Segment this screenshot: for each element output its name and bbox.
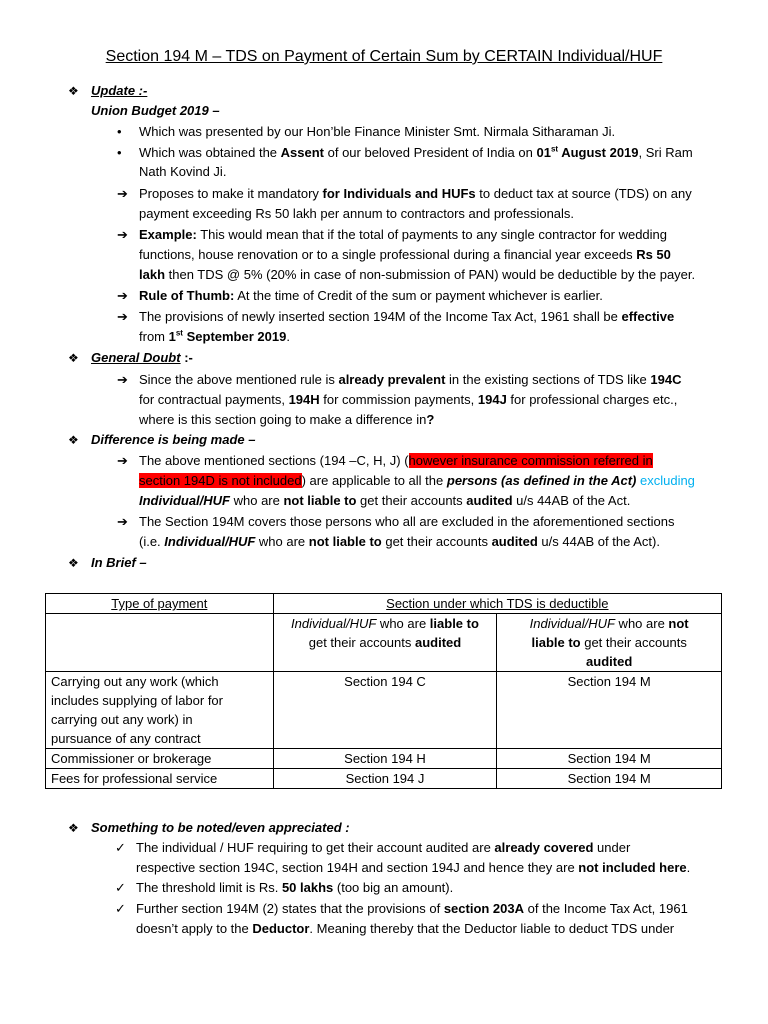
arrow-icon: ➔ xyxy=(117,372,128,387)
in-brief-heading: In Brief – xyxy=(91,555,147,570)
difference-arrow-1: The above mentioned sections (194 –C, H, J) (however insurance commission referred in xyxy=(139,453,653,468)
row-section-not-audited: Section 194 M xyxy=(497,769,722,789)
update-arrow-2: Example: This would mean that if the total of payments to any single contractor for wedding xyxy=(139,227,667,242)
update-bullet-1: Which was presented by our Hon’ble Finance Minister Smt. Nirmala Sitharaman Ji. xyxy=(139,124,616,139)
noted-check-1-line2: respective section 194C, section 194H and section 194J and hence they are not included here. xyxy=(136,860,691,875)
row-type: Commissioner or brokerage xyxy=(46,749,274,769)
subheader-audited: Individual/HUF who are liable to get their accounts audited xyxy=(273,614,497,672)
diamond-icon: ❖ xyxy=(68,433,79,447)
update-arrow-1-line2: payment exceeding Rs 50 lakh per annum to contractors and professionals. xyxy=(139,206,575,221)
diamond-icon: ❖ xyxy=(68,84,79,98)
update-arrow-4: The provisions of newly inserted section 194M of the Income Tax Act, 1961 shall be effective xyxy=(139,309,675,324)
arrow-icon: ➔ xyxy=(117,453,128,468)
update-arrow-2-line2: functions, house renovation or to a single professional during a financial year exceeds Rs 50 xyxy=(139,247,671,262)
update-arrow-4-line2: from 1st September 2019. xyxy=(139,328,290,344)
tds-table xyxy=(45,593,722,789)
row-section-audited: Section 194 J xyxy=(273,769,497,789)
noted-heading: Something to be noted/even appreciated : xyxy=(91,820,350,835)
table-row xyxy=(46,672,722,749)
general-doubt-arrow: Since the above mentioned rule is already prevalent in the existing sections of TDS like 194C xyxy=(139,372,682,387)
subheader-not-audited: Individual/HUF who are not liable to get their accounts audited xyxy=(497,614,722,672)
arrow-icon: ➔ xyxy=(117,186,128,201)
update-bullet-2: Which was obtained the Assent of our beloved President of India on 01st August 2019, Sri Ram xyxy=(139,144,693,160)
difference-heading: Difference is being made – xyxy=(91,432,256,447)
general-doubt-arrow-line3: where is this section going to make a difference in? xyxy=(139,412,435,427)
budget-heading: Union Budget 2019 – xyxy=(91,103,220,118)
row-type: Fees for professional service xyxy=(46,769,274,789)
row-type: Carrying out any work (which includes supplying of labor for carrying out any work) in pursuance of any contract xyxy=(46,672,274,749)
row-section-audited: Section 194 C xyxy=(273,672,497,749)
update-heading: Update :- xyxy=(91,83,148,98)
difference-arrow-2-line2: (i.e. Individual/HUF who are not liable to get their accounts audited u/s 44AB of the Act). xyxy=(139,534,660,549)
update-arrow-3: Rule of Thumb: At the time of Credit of the sum or payment whichever is earlier. xyxy=(139,288,603,303)
diamond-icon: ❖ xyxy=(68,351,79,365)
check-icon: ✓ xyxy=(115,840,126,855)
bullet-icon: • xyxy=(117,145,122,160)
highlighted-note: however insurance commission referred in xyxy=(408,453,653,468)
row-section-not-audited: Section 194 M xyxy=(497,672,722,749)
noted-check-1: The individual / HUF requiring to get their account audited are already covered under xyxy=(136,840,631,855)
bullet-icon: • xyxy=(117,124,122,139)
table-row xyxy=(46,749,722,769)
diamond-icon: ❖ xyxy=(68,821,79,835)
table-header-row xyxy=(46,594,722,614)
difference-arrow-1-line3: Individual/HUF who are not liable to get their accounts audited u/s 44AB of the Act. xyxy=(139,493,631,508)
noted-check-3-line2: doesn’t apply to the Deductor. Meaning thereby that the Deductor liable to deduct TDS under xyxy=(136,921,675,936)
check-icon: ✓ xyxy=(115,901,126,916)
row-section-audited: Section 194 H xyxy=(273,749,497,769)
difference-arrow-1-line2: section 194D is not included) are applicable to all the persons (as defined in the Act) excluding xyxy=(139,473,695,488)
table-row xyxy=(46,769,722,789)
update-arrow-2-line3: lakh then TDS @ 5% (20% in case of non-submission of PAN) would be deductible by the payer. xyxy=(139,267,696,282)
arrow-icon: ➔ xyxy=(117,288,128,303)
arrow-icon: ➔ xyxy=(117,309,128,324)
update-arrow-1: Proposes to make it mandatory for Individuals and HUFs to deduct tax at source (TDS) on any xyxy=(139,186,692,201)
general-doubt-arrow-line2: for contractual payments, 194H for commission payments, 194J for professional charges etc., xyxy=(139,392,678,407)
noted-check-3: Further section 194M (2) states that the provisions of section 203A of the Income Tax Act, 1961 xyxy=(136,901,688,916)
arrow-icon: ➔ xyxy=(117,514,128,529)
row-section-not-audited: Section 194 M xyxy=(497,749,722,769)
header-type-of-payment: Type of payment xyxy=(46,594,274,614)
subheader-empty xyxy=(46,614,274,672)
header-section: Section under which TDS is deductible xyxy=(273,594,721,614)
table-subheader-row xyxy=(46,614,722,672)
diamond-icon: ❖ xyxy=(68,556,79,570)
page-title: Section 194 M – TDS on Payment of Certain Sum by CERTAIN Individual/HUF xyxy=(105,48,663,65)
arrow-icon: ➔ xyxy=(117,227,128,242)
difference-arrow-2: The Section 194M covers those persons who all are excluded in the aforementioned sections xyxy=(139,514,675,529)
general-doubt-heading: General Doubt :- xyxy=(91,350,193,365)
update-bullet-2-line2: Nath Kovind Ji. xyxy=(139,164,227,179)
noted-check-2: The threshold limit is Rs. 50 lakhs (too big an amount). xyxy=(136,880,454,895)
check-icon: ✓ xyxy=(115,880,126,895)
